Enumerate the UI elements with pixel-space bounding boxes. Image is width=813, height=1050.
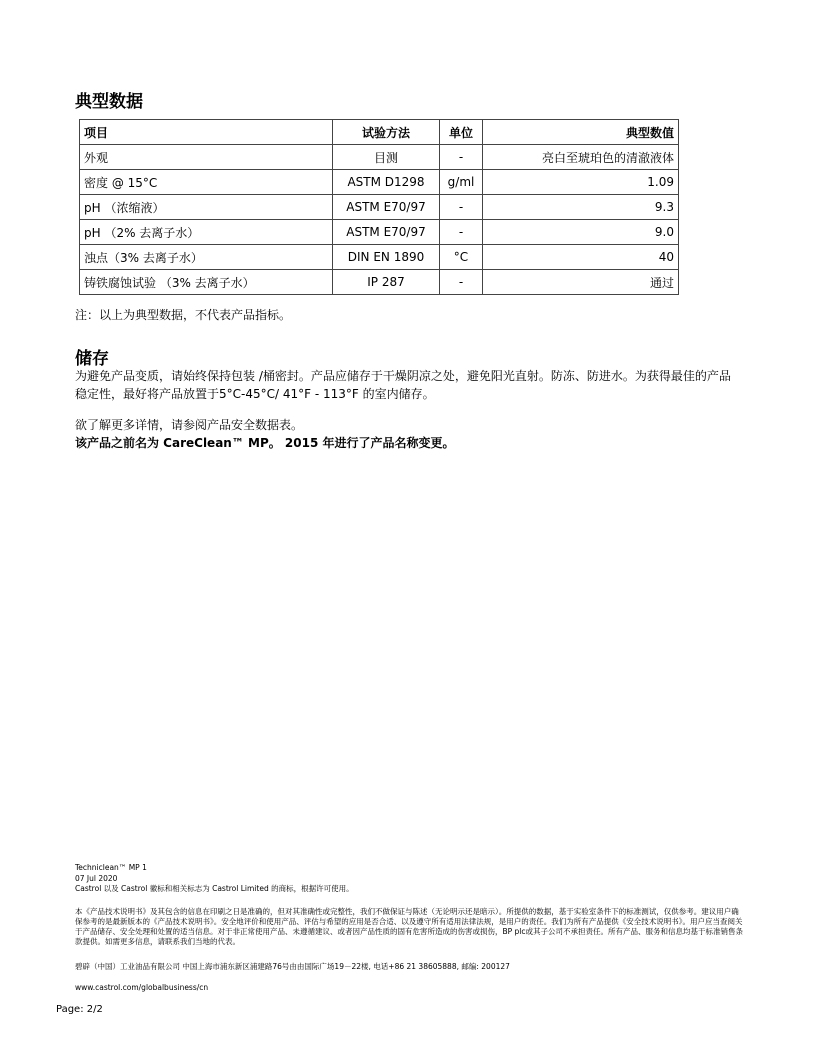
section-title-typical-data: 典型数据 (75, 92, 143, 112)
cell-unit: - (440, 270, 483, 295)
page-number: Page: 2/2 (56, 1004, 103, 1015)
cell-item: pH （2% 去离子水） (80, 220, 333, 245)
footer-disclaimer: 本《产品技术说明书》及其包含的信息在印刷之日是准确的，但对其准确性或完整性，我们不做保证与陈述（无论明示还是暗示）。所提供的数据，基于实验室条件下的标准测试，仅供参考。建议用户确保参考的是最新版本的《产品技术说明书》。安全地评价和使用产品、评估与希望的应用是否合适、以及遵守所有适用法律法规，是用户的责任。我们为所有产品提供《安全技术说明书》。用户应当查阅关于产品储存、安全处理和处置的适当信息。对于非正常使用产品、未遵循建议、或者因产品性质的固有危害所造成的伤害或损伤，BP plc或其子公司不承担责任。所有产品、服务和信息均基于标准销售条款提供。如需更多信息，请联系我们当地的代表。 (75, 907, 744, 946)
cell-value: 9.3 (483, 195, 679, 220)
cell-item: 外观 (80, 145, 333, 170)
table-row (80, 195, 679, 220)
table-row (80, 270, 679, 295)
cell-item: 密度 @ 15°C (80, 170, 333, 195)
cell-method: ASTM E70/97 (333, 220, 440, 245)
cell-unit: - (440, 195, 483, 220)
cell-method: DIN EN 1890 (333, 245, 440, 270)
storage-paragraph: 为避免产品变质，请始终保持包装 /桶密封。产品应储存于干燥阴凉之处，避免阳光直射。防冻、防进水。为获得最佳的产品稳定性，最好将产品放置于5°C-45°C/ 41°F - 113°F 的室内储存。 (75, 369, 731, 401)
cell-item: pH （浓缩液） (80, 195, 333, 220)
table-row (80, 245, 679, 270)
header-unit: 单位 (440, 120, 483, 145)
table-note: 注：以上为典型数据，不代表产品指标。 (75, 308, 292, 322)
cell-unit: - (440, 220, 483, 245)
footer-product-name: Techniclean™ MP 1 (75, 863, 147, 872)
footer-website-link[interactable]: www.castrol.com/globalbusiness/cn (75, 983, 209, 992)
table-row (80, 170, 679, 195)
cell-item: 铸铁腐蚀试验 （3% 去离子水） (80, 270, 333, 295)
footer-trademark: Castrol 以及 Castrol 徽标和相关标志为 Castrol Limited 的商标，根据许可使用。 (75, 884, 354, 893)
table-row (80, 220, 679, 245)
footer-address: 碧辟（中国）工业油品有限公司 中国上海市浦东新区浦建路76号由由国际广场19－22楼, 电话+86 21 38605888, 邮编: 200127 (75, 962, 510, 971)
header-typical-value: 典型数值 (483, 120, 679, 145)
cell-method: ASTM D1298 (333, 170, 440, 195)
more-info-text: 欲了解更多详情，请参阅产品安全数据表。 (75, 418, 304, 432)
cell-unit: - (440, 145, 483, 170)
cell-value: 亮白至琥珀色的清澈液体 (483, 145, 679, 170)
cell-method: ASTM E70/97 (333, 195, 440, 220)
section-title-storage: 储存 (75, 349, 109, 369)
table-header-row (80, 120, 679, 145)
cell-method: 目测 (333, 145, 440, 170)
header-test-method: 试验方法 (333, 120, 440, 145)
cell-unit: °C (440, 245, 483, 270)
header-item: 项目 (80, 120, 333, 145)
cell-value: 1.09 (483, 170, 679, 195)
cell-method: IP 287 (333, 270, 440, 295)
footer-date: 07 Jul 2020 (75, 874, 118, 883)
cell-unit: g/ml (440, 170, 483, 195)
cell-item: 浊点（3% 去离子水） (80, 245, 333, 270)
table-row (80, 145, 679, 170)
typical-data-table (79, 119, 679, 295)
renamed-notice: 该产品之前名为 CareClean™ MP。 2015 年进行了产品名称变更。 (75, 436, 455, 450)
cell-value: 通过 (483, 270, 679, 295)
cell-value: 9.0 (483, 220, 679, 245)
cell-value: 40 (483, 245, 679, 270)
